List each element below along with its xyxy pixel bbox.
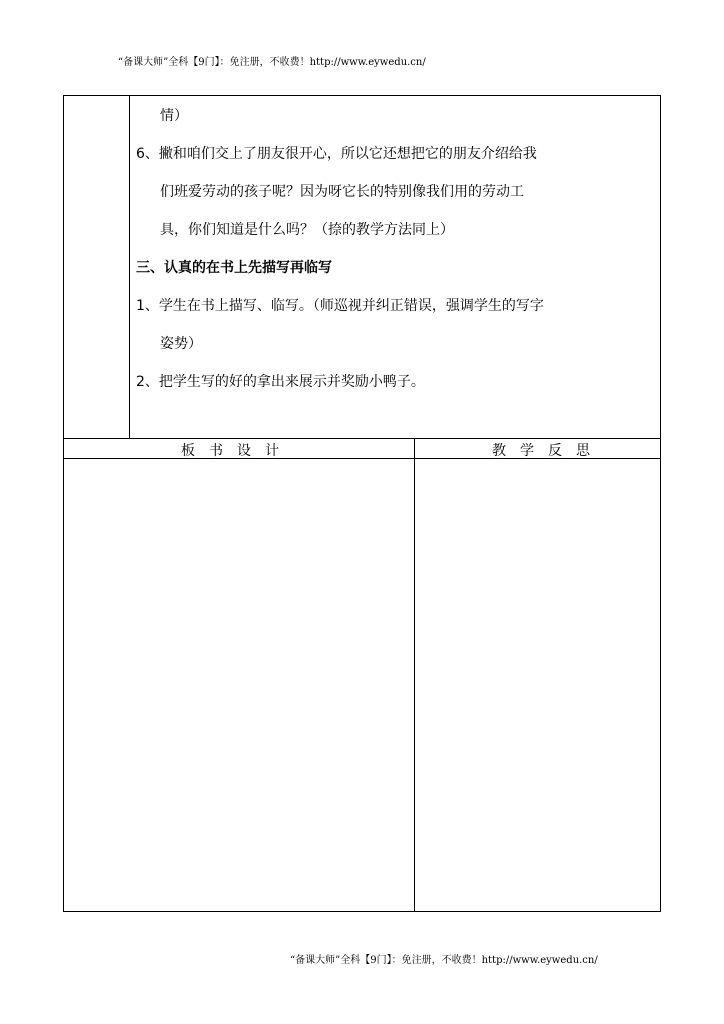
content-line-3: 们班爱劳动的孩子呢？因为呀它长的特别像我们用的劳动工 — [160, 184, 524, 200]
lesson-table — [63, 95, 661, 912]
header-note: “备课大师”全科【9门】：免注册，不收费！http://www.eywedu.cn/ — [118, 57, 426, 68]
content-line-8: 2、把学生写的好的拿出来展示并奖励小鸭子。 — [136, 374, 425, 390]
section-divider-top — [64, 438, 660, 439]
teaching-reflection-header: 教学反思 — [492, 443, 604, 459]
content-line-2: 6、撇和咱们交上了朋友很开心，所以它还想把它的朋友介绍给我 — [136, 146, 537, 162]
left-column-divider — [129, 96, 130, 438]
section-heading: 三、认真的在书上先描写再临写 — [136, 260, 332, 276]
board-design-header: 板书设计 — [181, 443, 293, 459]
content-line-1: 情） — [160, 108, 188, 124]
middle-column-divider — [414, 438, 415, 912]
content-line-4: 具，你们知道是什么吗？（捺的教学方法同上） — [160, 222, 454, 238]
footer-note: “备课大师”全科【9门】：免注册，不收费！http://www.eywedu.cn/ — [290, 955, 598, 966]
content-line-7: 姿势） — [160, 336, 202, 352]
content-line-6: 1、学生在书上描写、临写。（师巡视并纠正错误，强调学生的写字 — [136, 298, 544, 314]
